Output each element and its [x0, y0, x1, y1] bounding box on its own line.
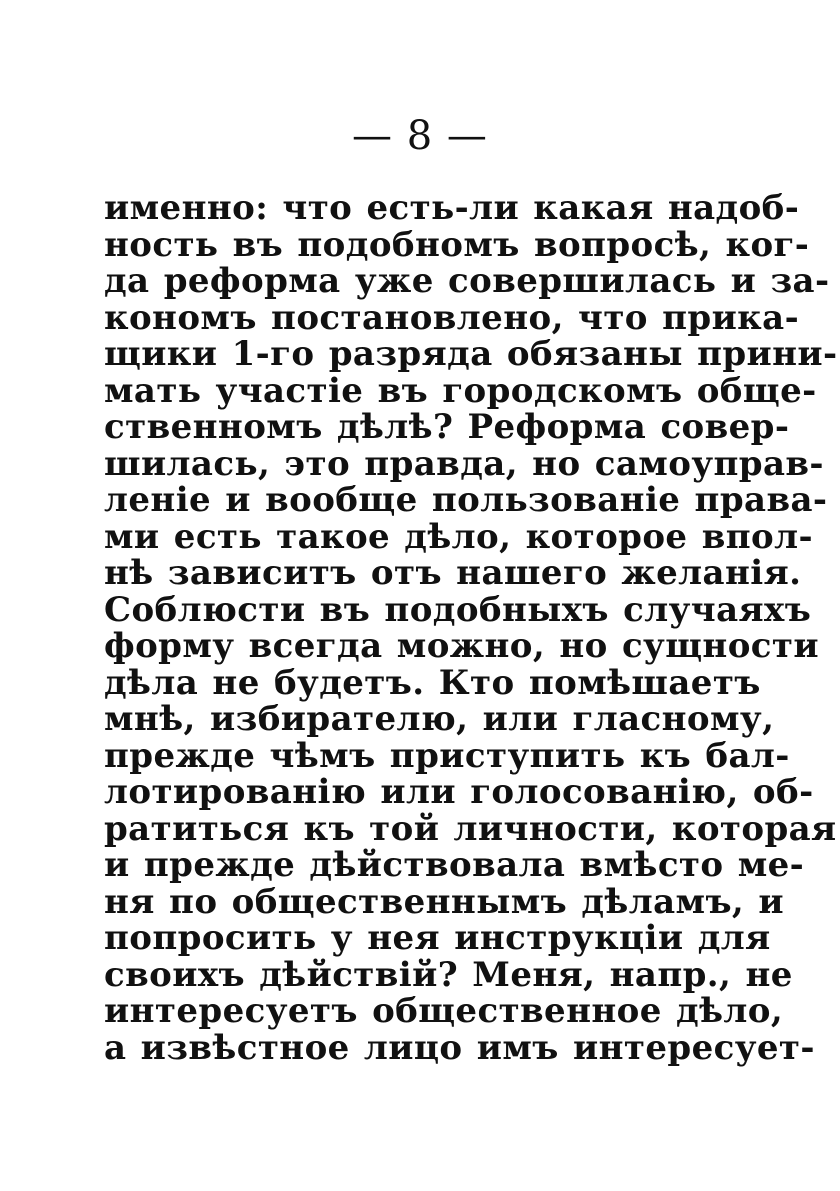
text-line: мнѣ, избирателю, или гласному,	[104, 699, 775, 739]
text-line: именно: что есть-ли какая надоб-	[104, 188, 800, 228]
text-line: попросить у нея инструкціи для	[104, 918, 771, 958]
text-line: дѣла не будетъ. Кто помѣшаетъ	[104, 662, 761, 703]
text-line: кономъ постановлено, что прика-	[104, 297, 800, 338]
text-line: прежде чѣмъ приступить къ бал-	[104, 735, 790, 776]
text-line: и прежде дѣйствовала вмѣсто ме-	[104, 845, 805, 885]
text-line: шилась, это правда, но самоуправ-	[104, 443, 824, 484]
text-line: щики 1-го разряда обязаны прини-	[104, 334, 838, 374]
text-line: интересуетъ общественное дѣло,	[104, 991, 784, 1031]
text-line: мать участіе въ городскомъ обще-	[104, 370, 817, 411]
text-line: ственномъ дѣлѣ? Реформа совер-	[104, 407, 790, 447]
text-line: нѣ зависитъ отъ нашего желанія.	[104, 553, 802, 593]
text-line: форму всегда можно, но сущности	[104, 626, 819, 666]
text-line: лотированію или голосованію, об-	[104, 772, 814, 812]
text-line: а извѣстное лицо имъ интересует-	[104, 1027, 815, 1068]
text-line: ратиться къ той личности, которая	[104, 808, 837, 849]
text-line: да реформа уже совершилась и за-	[104, 261, 830, 301]
text-line: ми есть такое дѣло, которое впол-	[104, 516, 813, 557]
text-line: своихъ дѣйствій? Меня, напр., не	[104, 954, 793, 995]
body-text	[104, 188, 838, 1068]
text-line: Соблюсти въ подобныхъ случаяхъ	[104, 589, 812, 630]
text-line: ность въ подобномъ вопросѣ, ког-	[104, 224, 810, 265]
page-number: — 8 —	[352, 113, 488, 159]
text-line: ня по общественнымъ дѣламъ, и	[104, 881, 785, 922]
text-line: леніе и вообще пользованіе права-	[104, 480, 828, 520]
